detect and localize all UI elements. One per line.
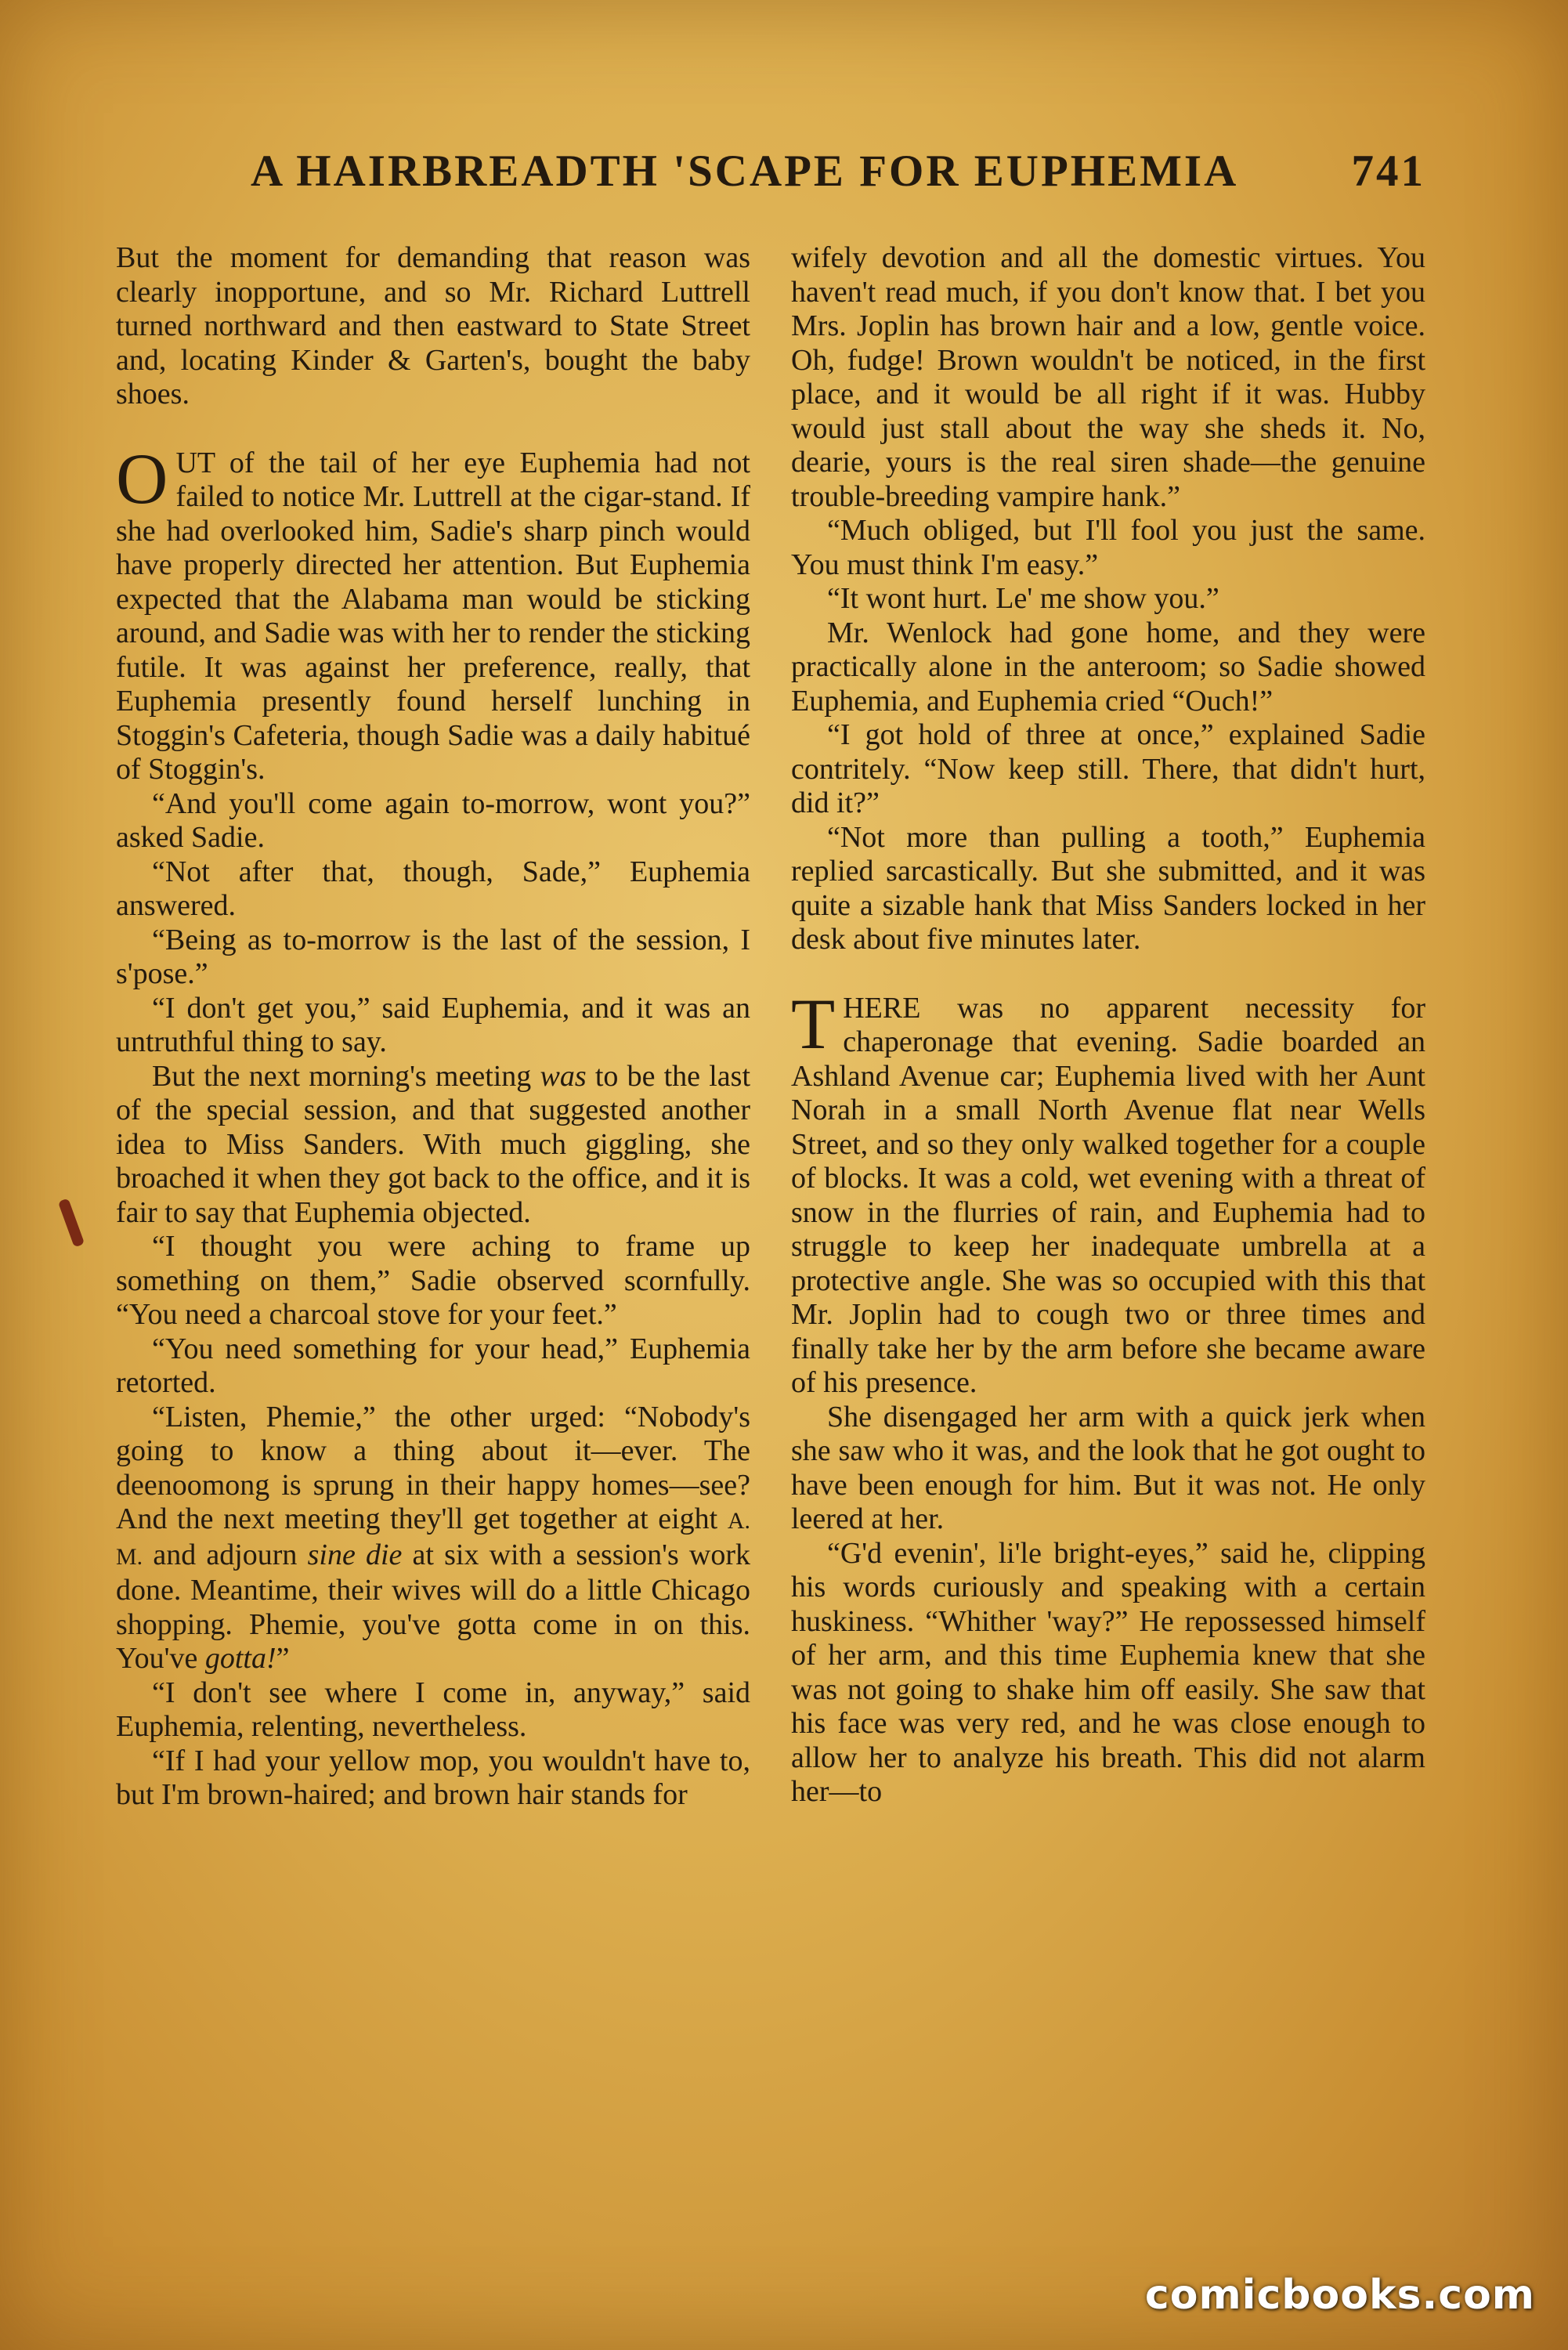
paragraph: “Being as to-morrow is the last of the session, I s'pose.” <box>116 923 750 990</box>
left-column <box>116 241 750 1813</box>
paragraph: wifely devotion and all the domestic virtues. You haven't read much, if you don't know that. I bet you Mrs. Joplin has brown hair and a low, gentle voice. Oh, fudge! Brown wouldn't be noticed, in the first place, and it would be all right if it was. Hubby would just stall about the way she sheds it. No, dearie, yours is the real siren shade—the genuine trouble-breeding vampire hank.” <box>791 241 1425 513</box>
article-title: A HAIRBREADTH 'SCAPE FOR EUPHEMIA <box>251 146 1239 196</box>
paragraph: “I don't see where I come in, anyway,” said Euphemia, relenting, nevertheless. <box>116 1676 750 1743</box>
paragraph: “I don't get you,” said Euphemia, and it was an untruthful thing to say. <box>116 991 750 1058</box>
running-header <box>251 146 1425 197</box>
paragraph: “G'd evenin', li'le bright-eyes,” said he, clipping his words curiously and speaking with a certain huskiness. “Whither 'way?” He repossessed himself of her arm, and this time Euphemia knew that she was not going to shake him off easily. She saw that his face was very red, and he was close enough to allow her to analyze his breath. This did not alarm her—to <box>791 1536 1425 1808</box>
paragraph: “And you'll come again to-morrow, wont you?” asked Sadie. <box>116 786 750 854</box>
drop-cap: O <box>116 438 168 519</box>
paragraph: But the moment for demanding that reason was clearly inopportune, and so Mr. Richard Luttrell turned northward and then eastward to State Street and, locating Kinder & Garten's, bought the baby shoes. <box>116 241 750 410</box>
page-number: 741 <box>1351 146 1425 196</box>
paragraph: “You need something for your head,” Euphemia retorted. <box>116 1332 750 1399</box>
right-column <box>791 241 1425 1810</box>
drop-cap: T <box>791 983 836 1064</box>
paragraph: “Listen, Phemie,” the other urged: “Nobody's going to know a thing about it—ever. The deenoomong is sprung in their happy homes—see? And the next meeting they'll get together at eight A. M. and adjourn sine die at six with a session's work done. Meantime, their wives will do a little Chicago shopping. Phemie, you've gotta come in on this. You've gotta!” <box>116 1400 751 1675</box>
paragraph: “Much obliged, but I'll fool you just the same. You must think I'm easy.” <box>791 514 1425 581</box>
paragraph: “If I had your yellow mop, you wouldn't have to, but I'm brown-haired; and brown hair stands for <box>116 1744 750 1811</box>
paragraph: Mr. Wenlock had gone home, and they were practically alone in the anteroom; so Sadie showed Euphemia, and Euphemia cried “Ouch!” <box>791 616 1425 718</box>
paragraph: “Not more than pulling a tooth,” Euphemia replied sarcastically. But she submitted, and it was quite a sizable hank that Miss Sanders locked in her desk about five minutes later. <box>791 820 1425 956</box>
paragraph: She disengaged her arm with a quick jerk when she saw who it was, and the look that he got ought to have been enough for him. But it was not. He only leered at her. <box>791 1400 1425 1535</box>
paragraph-dropcap: THERE was no apparent necessity for chaperonage that evening. Sadie boarded an Ashland Avenue car; Euphemia lived with her Aunt Norah in a small North Avenue flat near Wells Street, and so they only walked together for a couple of blocks. It was a cold, wet evening with a threat of snow in the flurries of rain, and Euphemia had to struggle to keep her inadequate umbrella at a protective angle. She was so occupied with this that Mr. Joplin had to cough two or three times and finally take her by the arm before she became aware of his presence. <box>791 983 1425 1399</box>
paragraph-dropcap: OUT of the tail of her eye Euphemia had not failed to notice Mr. Luttrell at the cigar-stand. If she had overlooked him, Sadie's sharp pinch would have properly directed her attention. But Euphemia expected that the Alabama man would be sticking around, and Sadie was with her to render the sticking futile. It was against her preference, really, that Euphemia presently found herself lunching in Stoggin's Cafeteria, though Sadie was a daily habitué of Stoggin's. <box>116 438 750 786</box>
paragraph: But the next morning's meeting was to be the last of the special session, and that suggested another idea to Miss Sanders. With much giggling, she broached it when they got back to the office, and it is fair to say that Euphemia objected. <box>116 1059 751 1229</box>
site-watermark: comicbooks.com <box>1144 2272 1535 2319</box>
paragraph: “Not after that, though, Sade,” Euphemia answered. <box>116 855 750 922</box>
paragraph: “I got hold of three at once,” explained Sadie contritely. “Now keep still. There, that didn't hurt, did it?” <box>791 718 1425 819</box>
paragraph: “It wont hurt. Le' me show you.” <box>827 582 1219 615</box>
paragraph: “I thought you were aching to frame up something on them,” Sadie observed scornfully. “You need a charcoal stove for your feet.” <box>116 1230 750 1331</box>
ink-mark <box>58 1198 85 1247</box>
